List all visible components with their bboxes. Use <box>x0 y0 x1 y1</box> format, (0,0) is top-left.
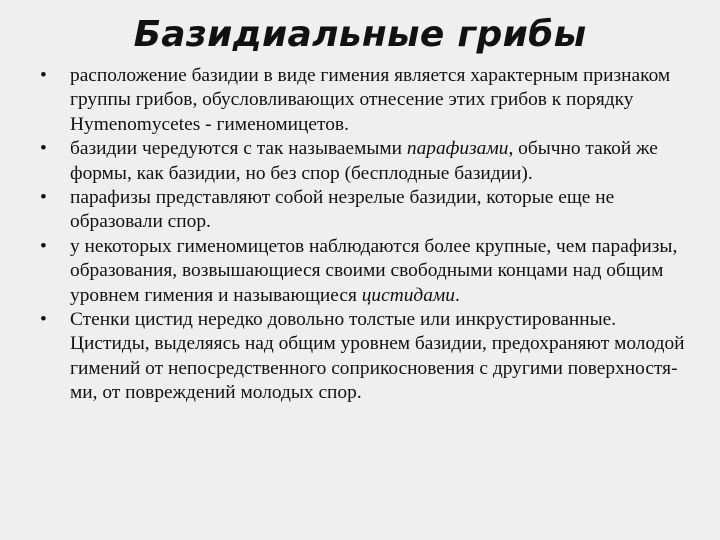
bullet-icon: • <box>40 309 47 331</box>
bullet-text: у некоторых гименомицетов наблюдаются более крупные, чем парафизы, образования, возвышающиеся своими свободными концами над общим уровнем гимения и называющиеся <box>70 235 678 306</box>
bullet-icon: • <box>40 235 47 257</box>
bullet-icon: • <box>40 187 47 209</box>
bullet-item <box>40 235 695 308</box>
bullet-text: расположение базидии в виде гимения является характерным признаком группы грибов, обусловливающих отнесение этих грибов к порядку Hymenomycetes - гименомицетов. <box>70 65 671 135</box>
term-paraphyses: парафизами <box>406 138 509 160</box>
bullet-item <box>40 64 695 137</box>
bullet-icon: • <box>40 65 47 86</box>
bullet-item <box>40 308 695 406</box>
bullet-text: базидии чередуются с так называемыми <box>70 138 407 160</box>
bullet-item <box>40 186 695 235</box>
bullet-icon: • <box>40 138 47 160</box>
bullet-text-continued: , обычно такой же формы, как базидии, но без спор (бесплодные базидии). <box>70 138 658 184</box>
term-cystidia: цистидами <box>361 284 456 306</box>
bullet-text: парафизы представляют собой незрелые базидии, которые еще не образовали спор. <box>70 187 615 233</box>
bullet-text: Стенки цистид нередко довольно толстые или инкрустированные. Цистиды, выделяясь над общим уровнем базидии, предохраняют молодой гимений от непосредственного соприкосновения с другими поверхностя-ми, от повреждений молодых спор. <box>70 309 685 404</box>
slide-title: Базидиальные грибы <box>133 14 587 55</box>
bullet-text-continued: . <box>455 284 460 306</box>
bullet-list <box>40 64 695 406</box>
bullet-item <box>40 137 695 186</box>
